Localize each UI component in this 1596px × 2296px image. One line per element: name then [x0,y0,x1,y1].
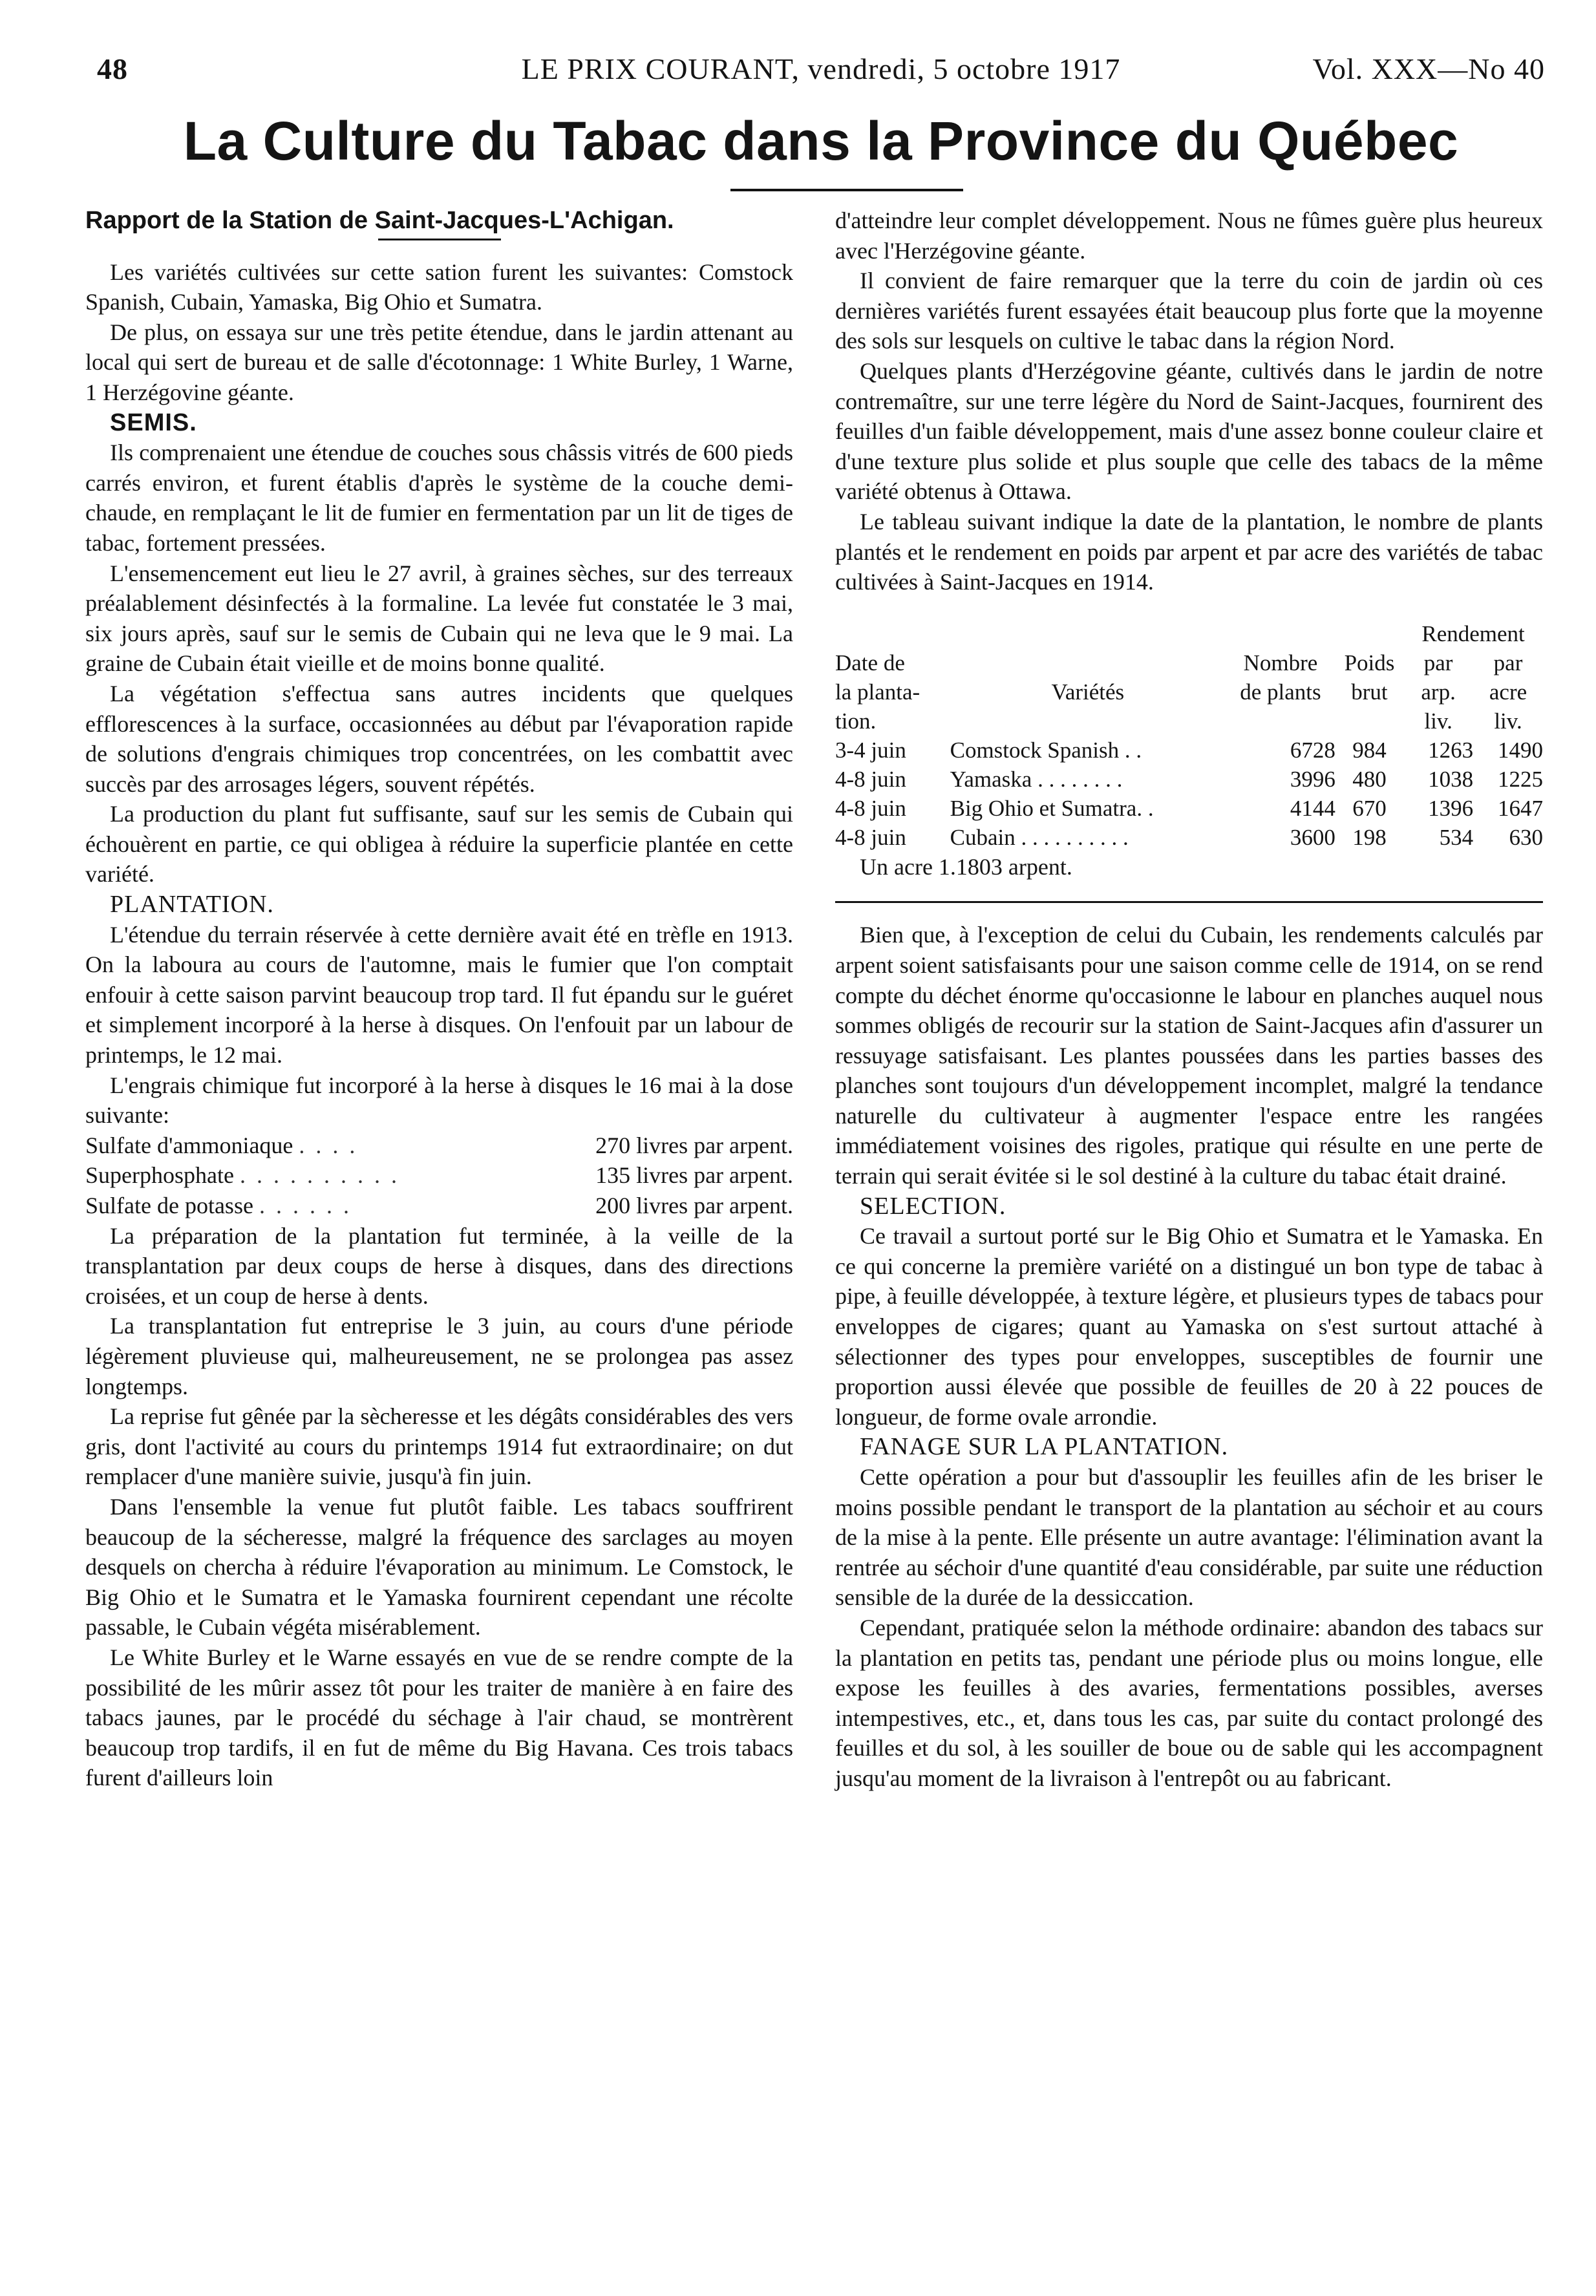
dose-row [85,1131,793,1161]
cell-nombre: 4144 [1290,795,1335,821]
section-heading-selection: SELECTION. [860,1192,1006,1220]
fertilizer-dose-list [85,1131,793,1221]
cell-acre: 1225 [1498,766,1543,792]
col-header-arp: liv. [1424,708,1452,734]
right-column [835,206,1543,1794]
table-note: Un acre 1.1803 arpent. [860,853,1072,880]
cell-arp: 534 [1439,824,1474,850]
cell-variete: Yamaska . . . . . . . . [950,766,1123,792]
paragraph: Le White Burley et le Warne essayés en vue de se rendre compte de la possibilité de les mûrir assez tôt pour les traiter de manière à en faire des tabacs jaunes, par le procédé du séchage à l'air chaud, se montrèrent beaucoup trop tardifs, il en fut de même du Big Havana. Ces trois tabacs furent d'ailleurs loin [85,1644,793,1791]
paragraph: La végétation s'effectua sans autres incidents que quelques efflorescences à la surface, occasionnées au début par l'évaporation rapide de solutions d'engrais chimiques trop concentrées, on les combattit avec succès par des arrosages légers, souvent répétés. [85,680,793,797]
article-title: La Culture du Tabac dans la Province du Québec [183,111,1459,171]
paragraph: La reprise fut gênée par la sècheresse et les dégâts considérables des vers gris, dont l'activité au cours du printemps 1914 fut extraordinaire; on dut remplacer d'une manière suivie, jusqu'à fin juin. [85,1403,793,1490]
paragraph: Les variétés cultivées sur cette sation furent les suivantes: Comstock Spanish, Cubain, Yamaska, Big Ohio et Sumatra. [85,259,793,315]
col-header-arp: arp. [1421,679,1456,705]
cell-acre: 1647 [1498,795,1543,821]
col-header-nombre: de plants [1240,679,1321,705]
table-row [835,823,1543,852]
paragraph: La préparation de la plantation fut terminée, à la veille de la transplantation par deux coups de herse à disques, dans des directions croisées, et un coup de herse à dents. [85,1222,793,1309]
paragraph: La transplantation fut entreprise le 3 juin, au cours d'une période légèrement pluvieuse qui, malheureusement, ne se prolongea pas assez longtemps. [85,1313,793,1399]
col-header-acre: liv. [1494,708,1522,734]
paragraph: Cependant, pratiquée selon la méthode ordinaire: abandon des tabacs sur la plantation en petits tas, pendant une période plus ou moins longue, elle expose les feuilles à des avaries, fermentations possibles, averses intempestives, etc., et, dans tous les cas, par suite du contact prolongé des feuilles et du sol, à les souiller de boue ou de sable qui les accompagnent jusqu'au moment de la livraison à l'entrepôt ou au fabricant. [835,1614,1543,1791]
paragraph: Dans l'ensemble la venue fut plutôt faible. Les tabacs souffrirent beaucoup de la sécheresse, malgré la fréquence des sarclages au moyen desquels on chercha à réduire l'évaporation au minimum. Le Comstock, le Big Ohio et le Sumatra et le Yamaska fournirent cependant une récolte passable, le Cubain végéta misérablement. [85,1493,793,1641]
dot-leader: . . . . . . . . . . [239,1162,399,1189]
cell-arp: 1263 [1428,737,1474,763]
cell-date: 4-8 juin [835,795,906,821]
cell-nombre: 3996 [1290,766,1335,792]
cell-poids: 670 [1352,795,1387,821]
cell-date: 4-8 juin [835,766,906,792]
paragraph: L'étendue du terrain réservée à cette dernière avait été en trèfle en 1913. On la laboura au cours de l'automne, mais le fumier que l'on comptait enfouir à cette saison parvint beaucoup trop tard. Il fut épandu sur le guéret et simplement incorporé à la herse à disques. On l'enfouit par un labour de printemps, le 12 mai. [85,921,793,1068]
dose-amount: 135 livres par arpent. [595,1162,793,1189]
section-heading-semis: SEMIS. [110,409,197,436]
cell-variete: Comstock Spanish . . [950,737,1142,763]
dose-amount: 200 livres par arpent. [595,1193,793,1218]
paragraph: d'atteindre leur complet développement. Nous ne fûmes guère plus heureux avec l'Herzégovine géante. [835,207,1543,264]
section-heading-fanage: FANAGE SUR LA PLANTATION. [860,1433,1229,1461]
table-header-row [835,619,1543,648]
yield-table [835,619,1543,852]
col-header-poids: brut [1351,679,1388,705]
dose-row [85,1160,793,1191]
col-header-date: tion. [835,708,877,734]
paragraph: De plus, on essaya sur une très petite étendue, dans le jardin attenant au local qui sert de bureau et de salle d'écotonnage: 1 White Burley, 1 Warne, 1 Herzégovine géante. [85,319,793,405]
table-rule [835,901,1543,903]
dose-amount: 270 livres par arpent. [595,1132,793,1158]
cell-nombre: 6728 [1290,737,1335,763]
dot-leader: . . . . [299,1132,358,1158]
col-header-varietes: Variétés [1051,679,1125,705]
col-header-nombre: Nombre [1243,650,1318,675]
dose-name: Sulfate de potasse [85,1193,253,1218]
rendement-heading: Rendement [1421,621,1525,646]
cell-arp: 1038 [1428,766,1474,792]
paragraph: Le tableau suivant indique la date de la plantation, le nombre de plants plantés et le rendement en poids par arpent et par acre des variétés de tabac cultivées à Saint-Jacques en 1914. [835,508,1543,595]
paragraph: La production du plant fut suffisante, sauf sur les semis de Cubain qui échouèrent en partie, ce qui obligea à réduire la superficie plantée en cette variété. [85,801,793,888]
paragraph: Quelques plants d'Herzégovine géante, cultivés dans le jardin de notre contremaître, sur une terre légère du Nord de Saint-Jacques, fournirent des feuilles d'un faible développement, mais d'une assez bonne couleur claire et d'une texture plus solide et plus souple que celle des tabacs de la même variété obtenus à Ottawa. [835,357,1543,505]
cell-acre: 1490 [1498,737,1543,763]
col-header-poids: Poids [1344,650,1395,675]
publication-line: LE PRIX COURANT, vendredi, 5 octobre 1917 [521,52,1121,85]
left-column [85,206,793,1793]
paragraph: L'ensemencement eut lieu le 27 avril, à graines sèches, sur des terreaux préalablement désinfectés à la formaline. La levée fut constatée le 3 mai, six jours après, sauf sur le semis de Cubain qui ne leva que le 9 mai. La graine de Cubain était vieille et de moins bonne qualité. [85,560,793,677]
cell-variete: Big Ohio et Sumatra. . [950,795,1154,821]
subtitle-rule [378,239,501,240]
paragraph: Il convient de faire remarquer que la terre du coin de jardin où ces dernières variétés furent essayées était beaucoup plus forte que la moyenne des sols sur lesquels on cultive le tabac dans la région Nord. [835,268,1543,354]
table-header-row [835,677,1543,707]
table-row [835,736,1543,765]
dot-leader: . . . . . . [259,1193,352,1218]
title-rule [730,189,963,191]
dose-name: Sulfate d'ammoniaque [85,1132,293,1158]
paragraph: Ce travail a surtout porté sur le Big Ohio et Sumatra et le Yamaska. En ce qui concerne la première variété on a distingué un bon type de tabac à pipe, à feuille développée, à texture légère, et plusieurs types de tabacs pour enveloppes de cigares; quant au Yamaska on s'est surtout attaché à sélectionner des types pour enveloppes, susceptibles de fournir une proportion aussi élevée que possible de feuilles de 20 à 22 pouces de longueur, de forme ovale arrondie. [835,1223,1543,1430]
cell-poids: 984 [1352,737,1387,763]
dose-row [85,1191,793,1221]
col-header-acre: acre [1489,679,1527,705]
col-header-date: Date de [835,650,905,675]
dose-name: Superphosphate [85,1162,234,1189]
table-row [835,765,1543,794]
cell-acre: 630 [1509,824,1543,850]
paragraph: Cette opération a pour but d'assouplir les feuilles afin de les briser le moins possible pendant le transport de la plantation au séchoir et au cours de la mise à la pente. Elle présente un autre avantage: l'élimination avant la rentrée au séchoir d'une quantité d'eau considérable, par suite une réduction sensible de la durée de la dessiccation. [835,1464,1543,1611]
cell-arp: 1396 [1428,795,1474,821]
article-subtitle: Rapport de la Station de Saint-Jacques-L'Achigan. [85,207,674,234]
cell-poids: 480 [1352,766,1387,792]
cell-date: 4-8 juin [835,824,906,850]
col-header-acre: par [1493,650,1523,675]
paragraph: L'engrais chimique fut incorporé à la herse à disques le 16 mai à la dose suivante: [85,1072,793,1129]
cell-poids: 198 [1352,824,1387,850]
cell-date: 3-4 juin [835,737,906,763]
cell-variete: Cubain . . . . . . . . . . [950,824,1129,850]
table-header-row [835,648,1543,677]
paragraph: Bien que, à l'exception de celui du Cubain, les rendements calculés par arpent soient satisfaisants pour une saison comme celle de 1914, on se rend compte du déchet énorme qu'occasionne le labour en planches auquel nous sommes obligés de recourir sur la station de Saint-Jacques afin d'assurer un ressuyage satisfaisant. Les plantes poussées dans les parties basses des planches sont toujours d'un développement incomplet, malgré la tendance naturelle du cultivateur à augmenter l'espace entre les rangées immédiatement voisines des rigoles, pratique qui résulte en une perte de terrain qui serait évitée si le sol destiné à la culture du tabac était drainé. [835,922,1543,1189]
table-row [835,794,1543,823]
volume-number: Vol. XXX—No 40 [1312,52,1545,85]
cell-nombre: 3600 [1290,824,1335,850]
col-header-arp: par [1423,650,1453,675]
table-header-row [835,707,1543,736]
section-heading-plantation: PLANTATION. [110,891,274,919]
col-header-date: la planta- [835,679,920,705]
paragraph: Ils comprenaient une étendue de couches sous châssis vitrés de 600 pieds carrés environ, et furent établis d'après le système de la couche demi-chaude, en remplaçant le lit de fumier en fermentation par un lit de tiges de tabac, fortement pressées. [85,440,793,556]
running-header [97,52,1545,97]
page-number: 48 [97,52,128,85]
